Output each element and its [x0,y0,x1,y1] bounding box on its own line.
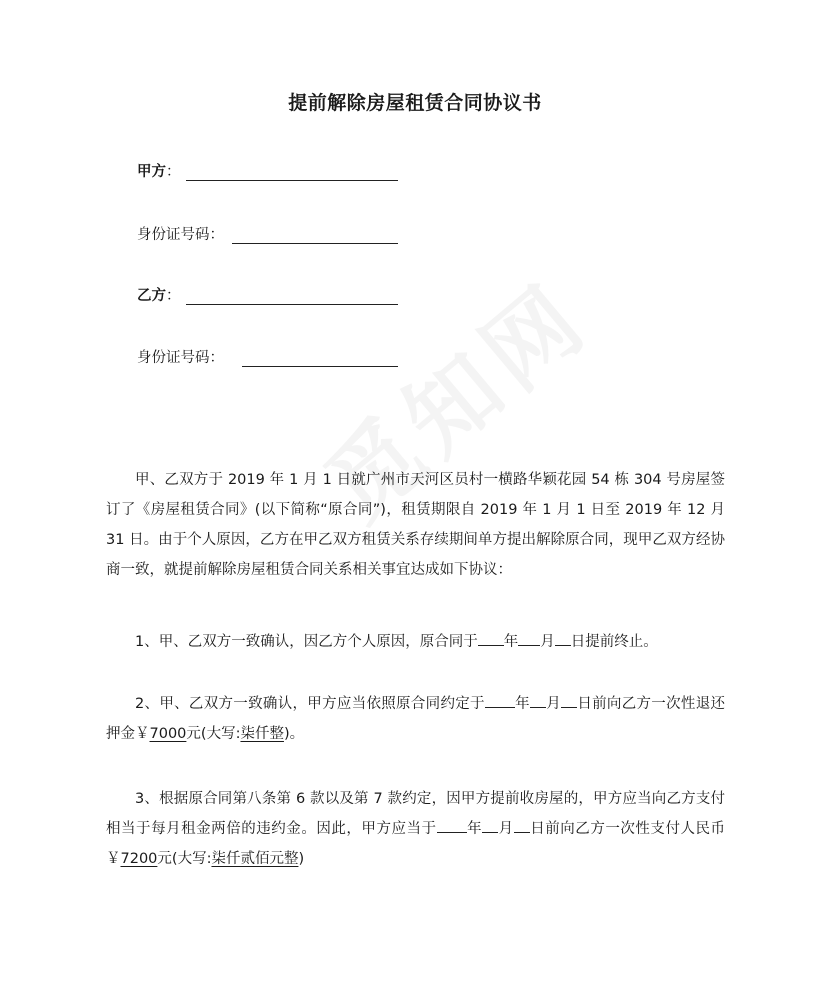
clause-3-day-blank[interactable] [514,816,530,833]
party-b-sep: ： [166,288,181,304]
clause-3-year-blank[interactable] [437,816,467,833]
clause-1-text-a: 1、甲、乙双方一致确认，因乙方个人原因，原合同于 [135,634,478,650]
party-b-blank-line[interactable] [186,304,398,305]
clause-2-text-d: 日前向乙方一次性退还押金￥ [106,696,725,742]
document-title: 提前解除房屋租赁合同协议书 [288,92,542,114]
id-a-field [137,224,224,246]
clause-3-text-e: 元(大写: [157,851,212,867]
clause-1-year: 年 [503,634,519,650]
clause-1-month-blank[interactable] [518,629,540,646]
clause-2-amount: 7000 [149,726,187,742]
clause-3-month-blank[interactable] [482,816,498,833]
clause-1-text-d: 日提前终止。 [570,634,658,650]
id-a-label: 身份证号码： [137,227,224,243]
clause-2-text-a: 2、甲、乙双方一致确认，甲方应当依照原合同约定于 [135,696,485,712]
clause-3-text-d: 日前向乙方一次性支付人民币￥ [106,821,726,867]
party-a-sep: ： [166,164,181,180]
clause-2 [106,689,725,749]
party-b-label: 乙方 [137,288,166,304]
id-b-blank-line[interactable] [242,366,398,367]
intro-paragraph: 甲、乙双方于 2019 年 1 月 1 日就广州市天河区员村一横路华颖花园 54 栋 304 号房屋签订了《房屋租赁合同》(以下简称“原合同”)，租赁期限自 2019 年 1 月 1 日至 2019 年 12 月 31 日。由于个人原因，乙方在甲乙双方租赁关系存续期间单方提出解除原合同，现甲乙双方经协商一致，就提前解除房屋租赁合同关系相关事宜达成如下协议： [106,472,725,578]
clause-2-text-e: 元(大写: [186,726,241,742]
clause-2-text-f: )。 [283,726,305,742]
clause-3-amount: 7200 [120,851,158,867]
clause-2-year-blank[interactable] [485,691,515,708]
clause-2-month: 月 [545,696,562,712]
clause-2-month-blank[interactable] [530,691,546,708]
id-b-field [137,347,224,369]
clause-3 [106,784,725,874]
clause-3-text-f: ) [298,851,305,867]
clause-3-text-a: 3、根据原合同第八条第 6 款以及第 7 款约定，因甲方提前收房屋的，甲方应当向乙方支付相当于每月租金两倍的违约金。因此，甲方应当于 [106,791,725,837]
clause-3-month: 月 [498,821,514,837]
clause-1-year-blank[interactable] [478,629,504,646]
clause-2-amount-words: 柒仟整 [240,726,284,742]
party-b-field [137,285,181,307]
clause-2-year: 年 [514,696,530,712]
party-a-field [137,161,181,183]
id-a-blank-line[interactable] [232,243,398,244]
party-a-label: 甲方 [137,164,166,180]
party-a-blank-line[interactable] [186,180,398,181]
clause-1 [106,627,725,657]
clause-2-day-blank[interactable] [561,691,577,708]
id-b-label: 身份证号码： [137,350,224,366]
clause-3-amount-words: 柒仟贰佰元整 [211,851,299,867]
clause-1-day-blank[interactable] [555,629,571,646]
clause-1-month: 月 [540,634,555,650]
clause-3-year: 年 [466,821,483,837]
